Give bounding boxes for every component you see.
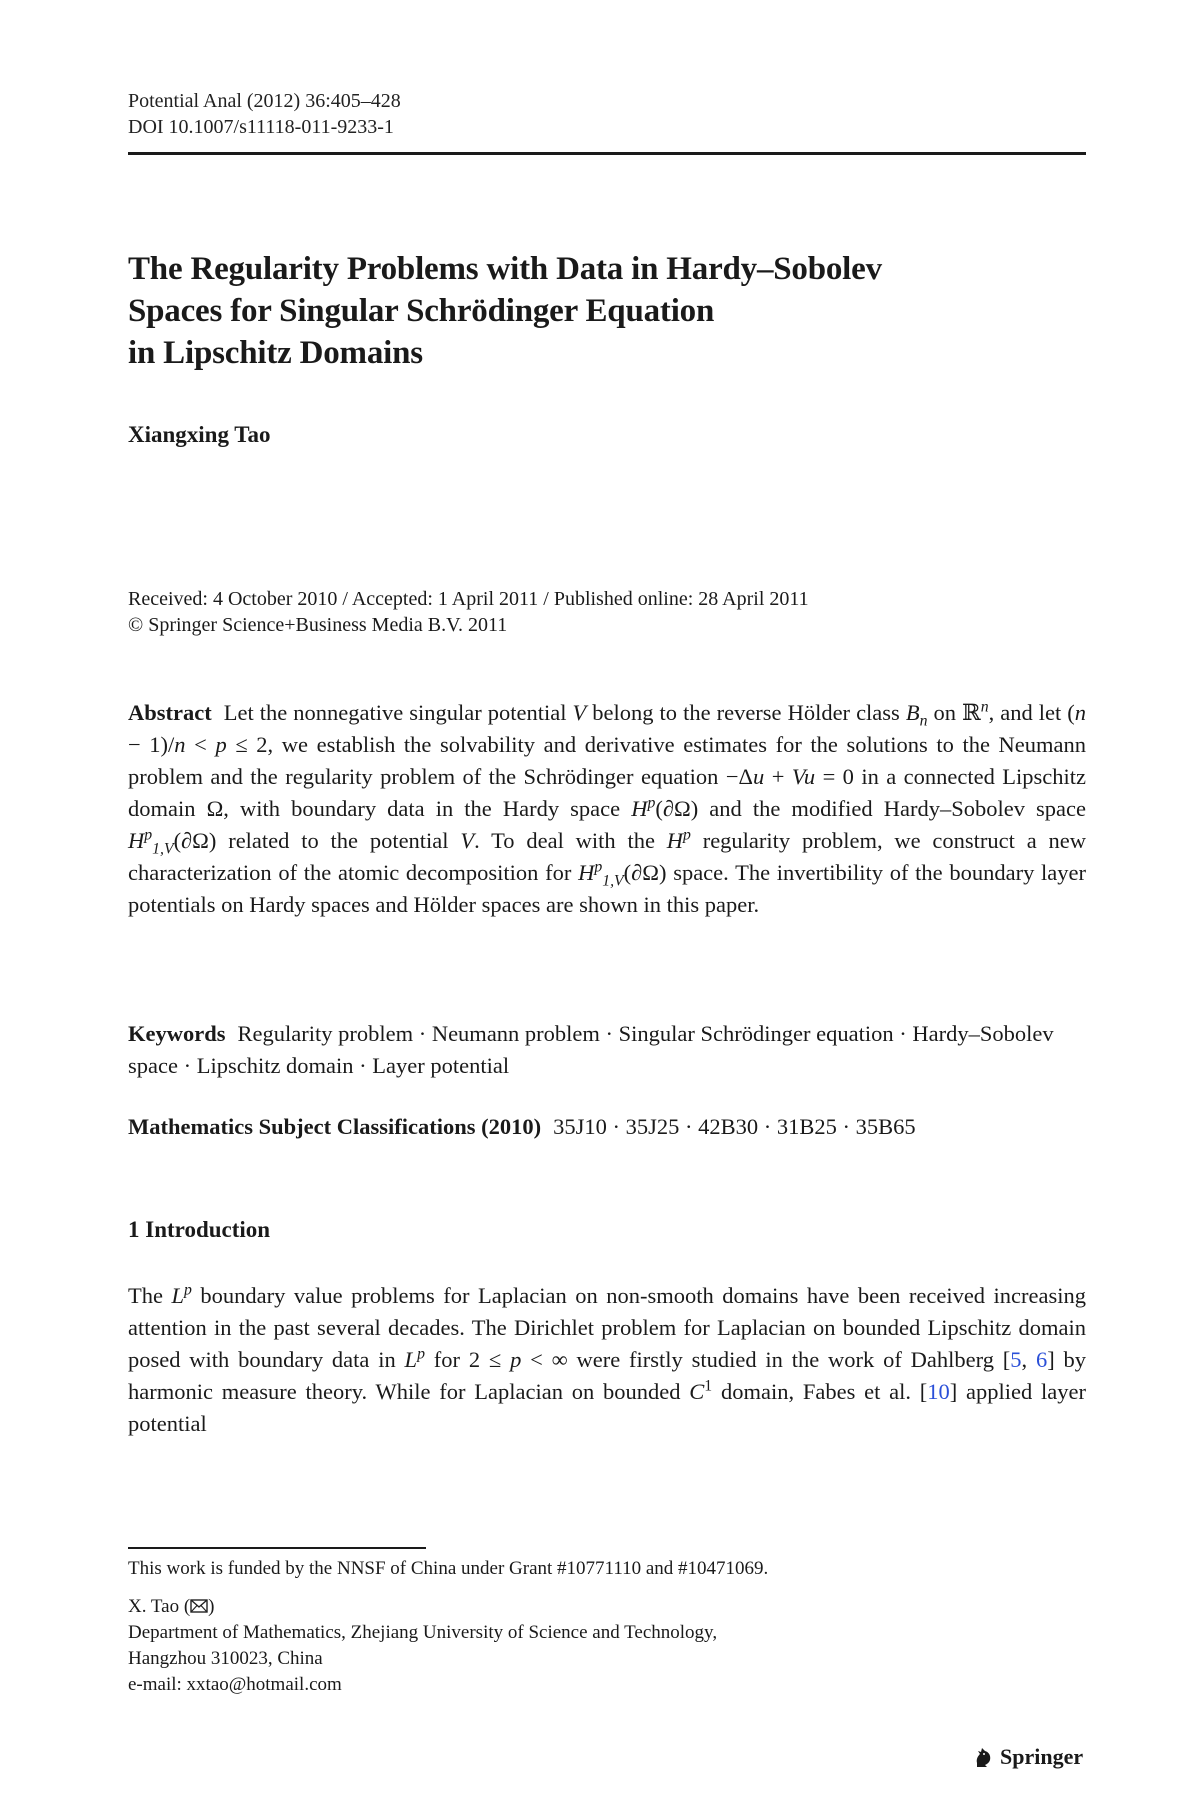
history-line: Received: 4 October 2010 / Accepted: 1 April 2011 / Published online: 28 April 2011	[128, 588, 809, 610]
springer-knight-icon	[970, 1744, 996, 1770]
affiliation-name-line: X. Tao ( )	[128, 1596, 215, 1617]
keywords-text: Regularity problem · Neumann problem · Singular Schrödinger equation · Hardy–Sobolev space · Lipschitz domain · Layer potential	[128, 1021, 1054, 1078]
author-name: Xiangxing Tao	[128, 422, 271, 447]
publisher-name: Springer	[1000, 1744, 1084, 1769]
paper-title	[128, 248, 1088, 374]
introduction-paragraph: The $L^p$ boundary value problems for Laplacian on non-smooth domains have been received increasing attention in the past several decades. The Dirichlet problem for Laplacian on bounded Lipschitz domain posed with boundary data in $L^p$ for 2 ≤ p < ∞ were firstly studied in the work of Dahlberg [5, 6] by harmonic measure theory. While for Laplacian on bounded $C^1$ domain, Fabes et al. [10] applied layer potential	[128, 1281, 1087, 1436]
citation-link-6[interactable]: 6	[1035, 1347, 1048, 1372]
copyright-line: © Springer Science+Business Media B.V. 2011	[128, 614, 508, 636]
title-line-1: The Regularity Problems with Data in Hardy–Sobolev	[128, 251, 882, 287]
affiliation-department: Department of Mathematics, Zhejiang University of Science and Technology,	[128, 1622, 718, 1643]
journal-header	[128, 88, 401, 140]
keywords	[128, 1018, 1086, 1082]
abstract: Abstract Let the nonnegative singular potential V belong to the reverse Hölder class $B_n$ on ℝ$^n$, and let (n − 1)/n < p ≤ 2, we establish the solvability and derivative estimates for the solutions to the Neumann problem and the regularity problem of the Schrödinger equation −Δu + Vu = 0 in a connected Lipschitz domain Ω, with boundary data in the Hardy space $H^p(\partial\Omega)$ and the modified Hardy–Sobolev space $H^p_{1,V}(\partial\Omega)$ related to the potential V. To deal with the $H^p$ regularity problem, we construct a new characterization of the atomic decomposition for $H^p_{1,V}(\partial\Omega)$ space. The invertibility of the boundary layer potentials on Hardy spaces and Hölder spaces are shown in this paper.	[128, 698, 1087, 917]
doi-line: DOI 10.1007/s11118-011-9233-1	[128, 116, 394, 138]
abstract-label: Abstract	[128, 700, 212, 725]
section-heading: 1 Introduction	[128, 1217, 271, 1242]
keywords-label: Keywords	[128, 1021, 226, 1046]
affiliation-email[interactable]: e-mail: xxtao@hotmail.com	[128, 1674, 342, 1695]
msc-label: Mathematics Subject Classifications (2010)	[128, 1114, 542, 1139]
footnote-rule	[128, 1547, 426, 1549]
header-rule	[128, 152, 1086, 155]
author-affiliation	[128, 1594, 717, 1698]
msc-codes: 35J10 · 35J25 · 42B30 · 31B25 · 35B65	[553, 1114, 916, 1139]
publication-dates	[128, 586, 809, 638]
citation-link-5[interactable]: 5	[1010, 1347, 1022, 1372]
affiliation-city: Hangzhou 310023, China	[128, 1648, 323, 1669]
title-line-2: Spaces for Singular Schrödinger Equation	[128, 293, 715, 329]
journal-citation: Potential Anal (2012) 36:405–428	[128, 90, 401, 112]
title-line-3: in Lipschitz Domains	[128, 335, 423, 371]
subject-classifications	[128, 1111, 1086, 1143]
funding-footnote: This work is funded by the NNSF of China under Grant #10771110 and #10471069.	[128, 1558, 769, 1579]
envelope-icon	[190, 1599, 208, 1613]
citation-link-10[interactable]: 10	[927, 1379, 950, 1404]
publisher-brand	[970, 1744, 1083, 1770]
